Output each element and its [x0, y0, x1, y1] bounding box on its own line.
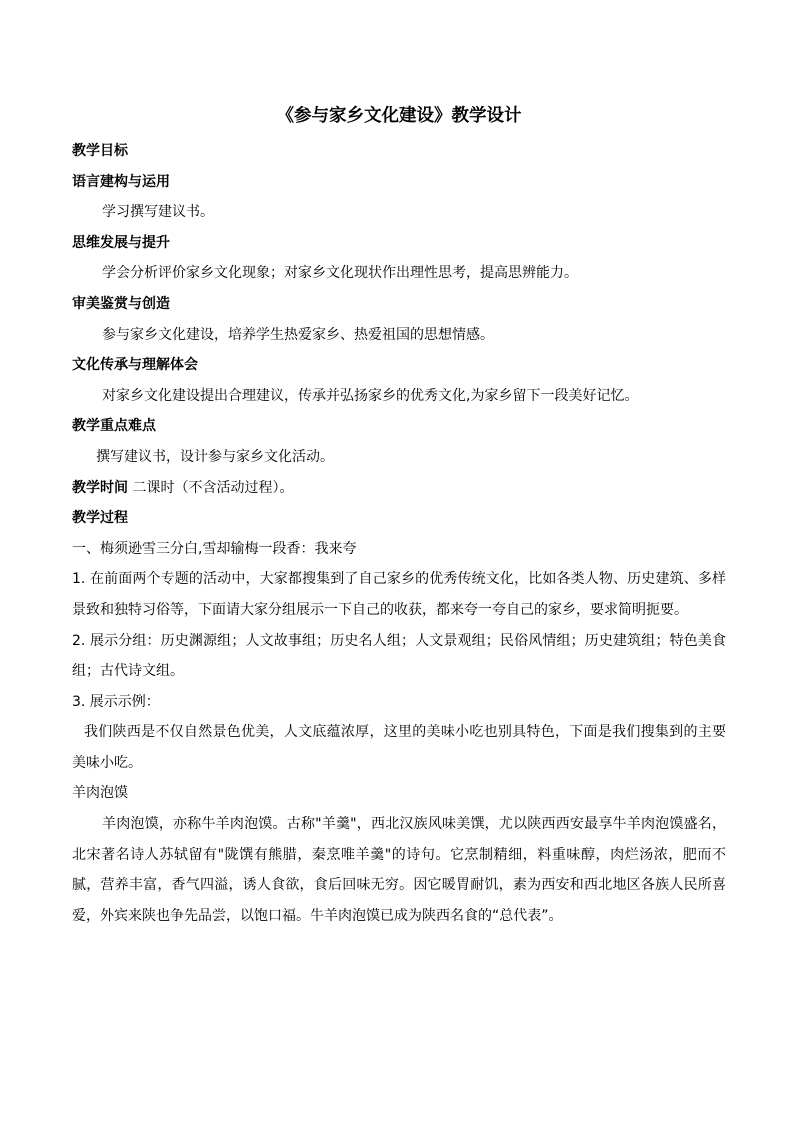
section-1-heading: 一、梅须逊雪三分白,雪却输梅一段香：我来夸 — [72, 540, 357, 557]
example-text: 我们陕西是不仅自然景色优美，人文底蕴浓厚，这里的美味小吃也别具特色，下面是我们搜集到的主要美味小吃。 — [72, 724, 726, 771]
process-heading: 教学过程 — [72, 510, 128, 527]
objective-4-text: 对家乡文化建设提出合理建议，传承并弘扬家乡的优秀文化,为家乡留下一段美好记忆。 — [102, 387, 639, 404]
objective-2-text: 学会分析评价家乡文化现象；对家乡文化现状作出理性思考，提高思辨能力。 — [102, 265, 578, 282]
objective-3-text: 参与家乡文化建设，培养学生热爱家乡、热爱祖国的思想情感。 — [102, 326, 494, 343]
objective-4-heading: 文化传承与理解体会 — [72, 357, 198, 374]
objectives-heading: 教学目标 — [72, 143, 128, 159]
document-page — [72, 100, 726, 931]
step-2-text: 2. 展示分组：历史渊源组；人文故事组；历史名人组；人文景观组；民俗风情组；历史建筑组；特色美食组；古代诗文组。 — [72, 632, 726, 680]
dish-description: 羊肉泡馍，亦称牛羊肉泡馍。古称"羊羹"，西北汉族风味美馔，尤以陕西西安最享牛羊肉泡馍盛名，北宋著名诗人苏轼留有"陇馔有熊腊，秦烹唯羊羹"的诗句。它烹制精细，料重味醇，肉烂汤浓，肥而不腻，营养丰富，香气四溢，诱人食欲，食后回味无穷。因它暖胃耐饥，素为西安和西北地区各族人民所喜爱，外宾来陕也争先品尝，以饱口福。牛羊肉泡馍已成为陕西名食的“总代表”。 — [72, 816, 726, 924]
key-points-text: 撰写建议书，设计参与家乡文化活动。 — [96, 448, 334, 465]
teaching-time-text: 二课时（不含活动过程）。 — [128, 479, 294, 496]
dish-name: 羊肉泡馍 — [72, 785, 128, 802]
objective-3-heading: 审美鉴赏与创造 — [72, 295, 170, 312]
objective-1-heading: 语言建构与运用 — [72, 173, 170, 190]
objective-2-heading: 思维发展与提升 — [72, 234, 170, 251]
document-title: 《参与家乡文化建设》教学设计 — [276, 106, 522, 126]
teaching-time — [72, 473, 726, 504]
objective-1-text: 学习撰写建议书。 — [102, 204, 214, 221]
step-1-text: 1. 在前面两个专题的活动中，大家都搜集到了自己家乡的优秀传统文化，比如各类人物、历史建筑、多样景致和独特习俗等，下面请大家分组展示一下自己的收获，都来夸一夸自己的家乡，要求简明扼要。 — [72, 571, 726, 618]
key-points-heading: 教学重点难点 — [72, 418, 156, 435]
step-3-text: 3. 展示示例： — [72, 693, 160, 710]
teaching-time-label: 教学时间 — [72, 479, 128, 496]
